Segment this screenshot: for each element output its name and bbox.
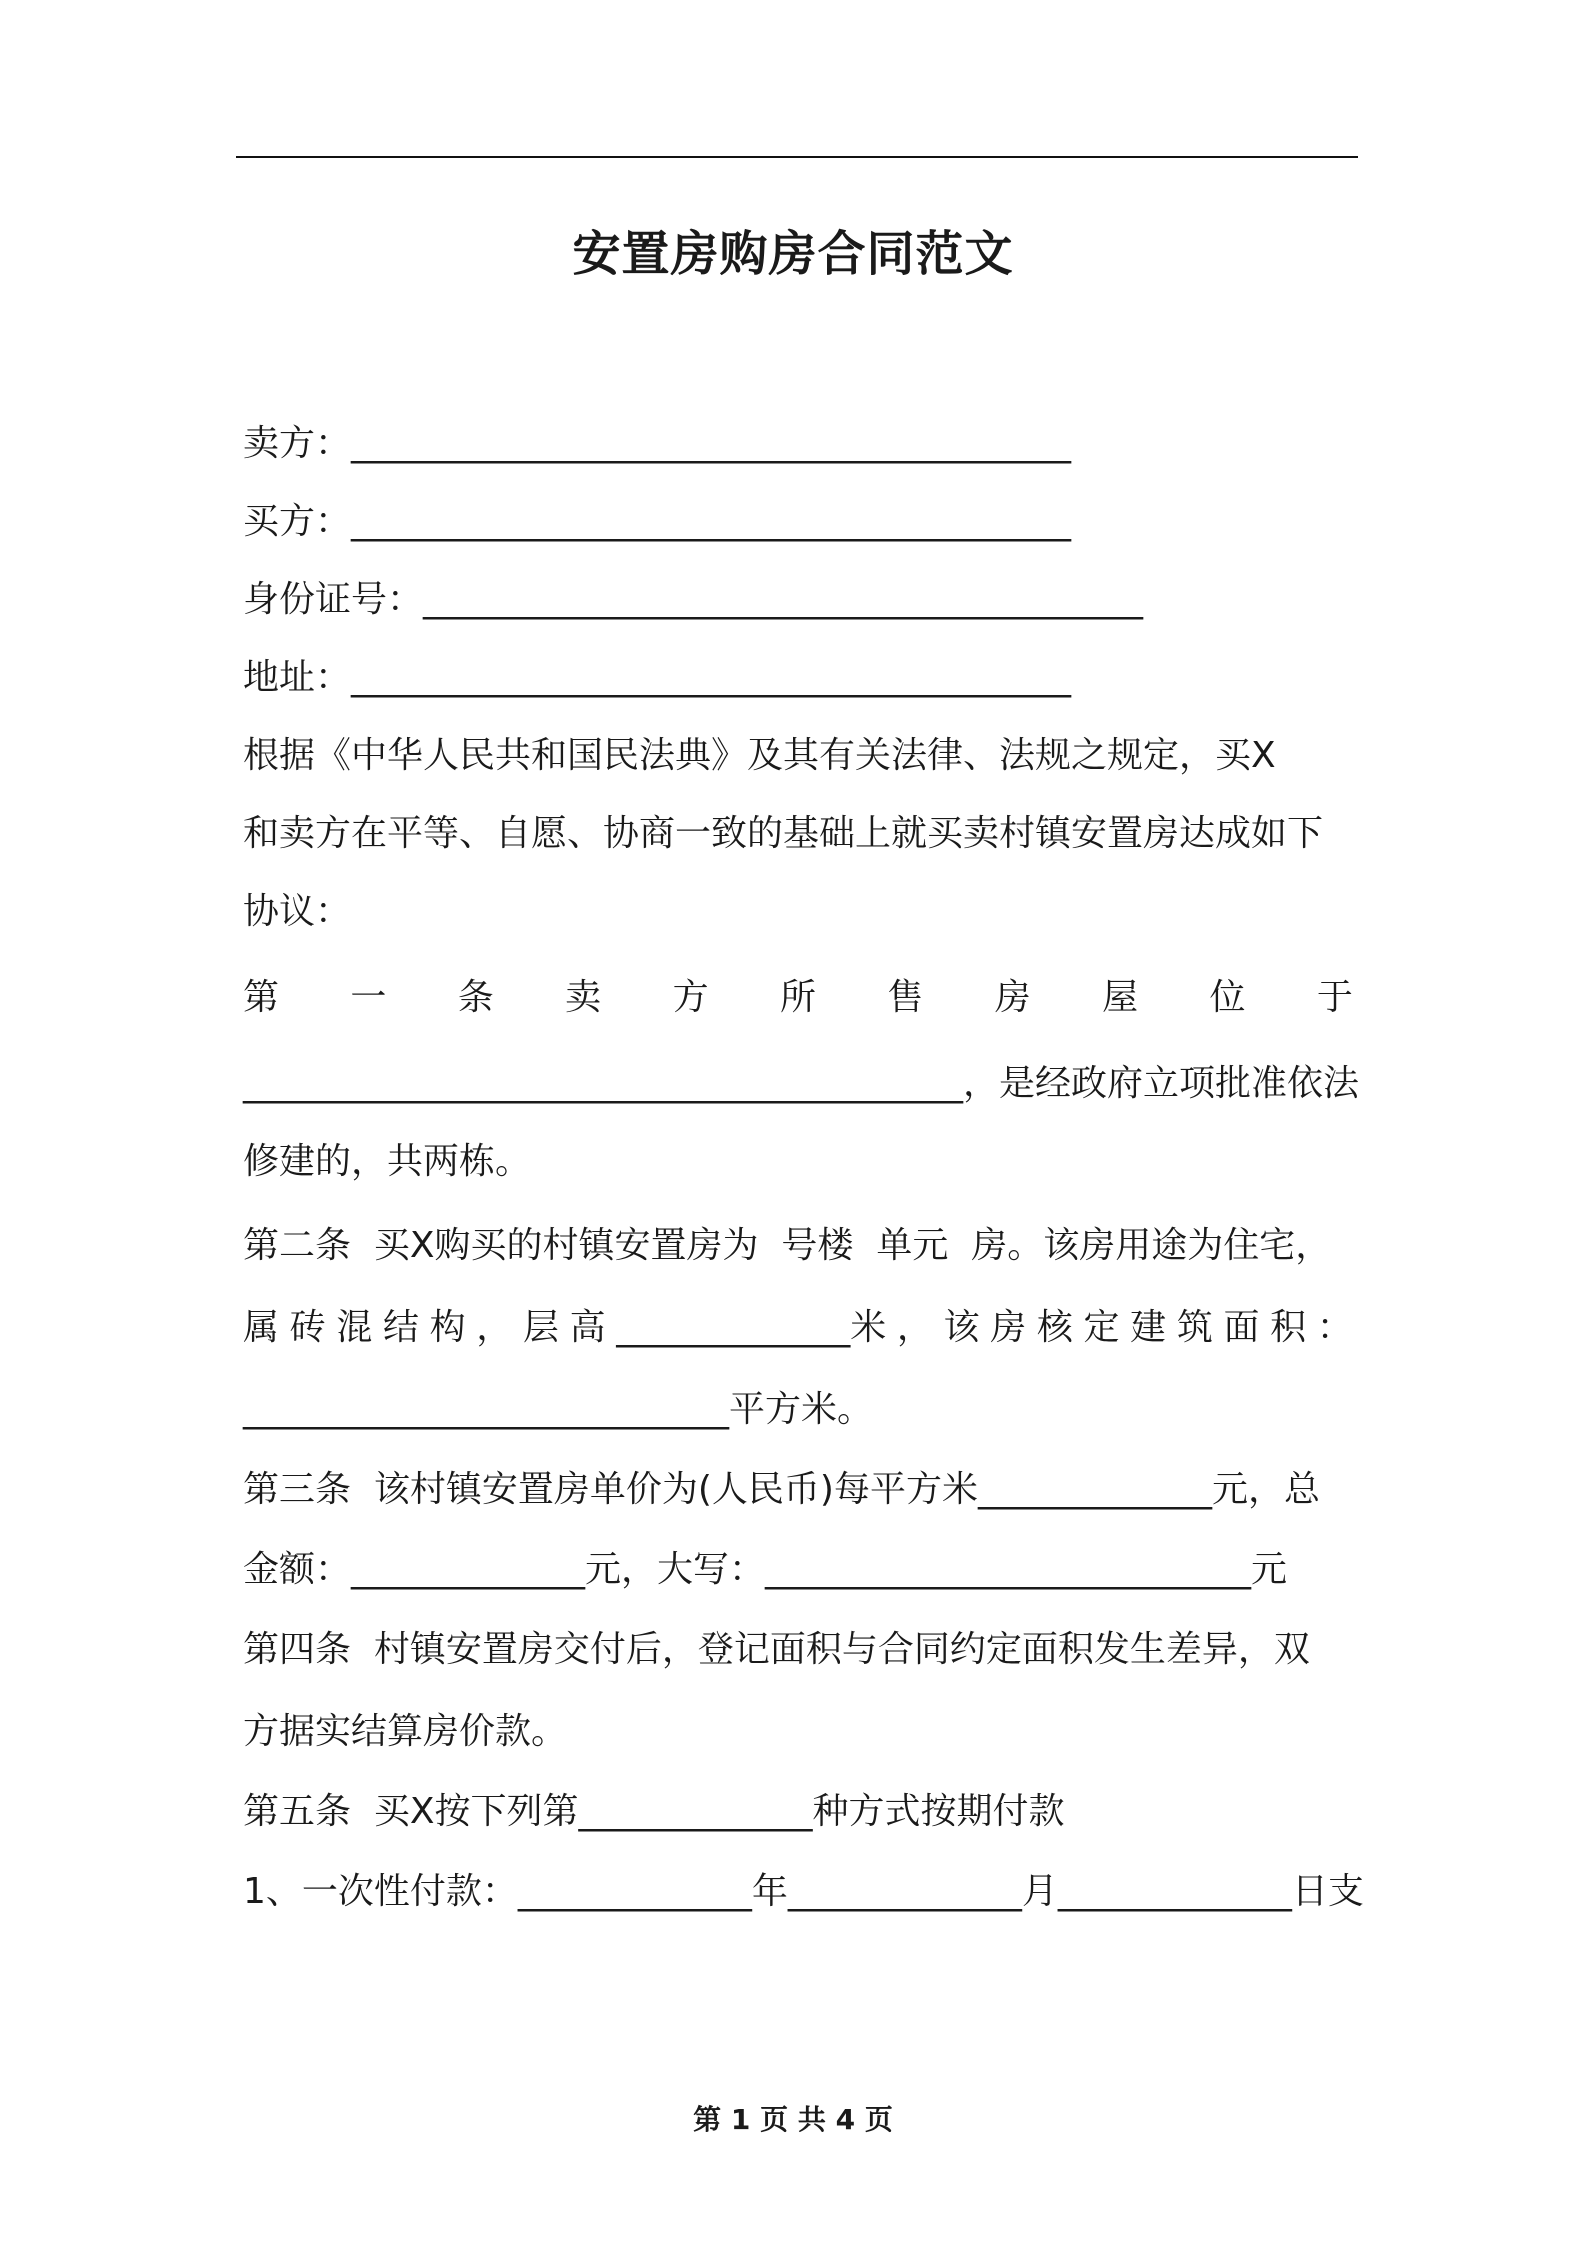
article-1-line-1-glyph: 方	[672, 977, 709, 1018]
article-1-line-1-glyph: 房	[994, 977, 1031, 1018]
article-1-line-1-glyph: 位	[1209, 977, 1246, 1018]
article-5-line-2: 1、一次性付款：_____________年_____________月_____________日支	[243, 1871, 1364, 1912]
article-2-line-2-glyph: 层	[522, 1307, 559, 1348]
article-2-line-2-glyph: 面	[1223, 1307, 1260, 1348]
seller-field: 卖方：________________________________________	[243, 423, 1072, 464]
article-1-line-1	[243, 976, 1353, 1020]
article-1-line-1-glyph: 卖	[565, 977, 602, 1018]
article-2-line-2-glyph: 筑	[1176, 1307, 1213, 1348]
intro-line-3: 协议：	[243, 891, 352, 932]
id-number-field: 身份证号：________________________________________	[243, 579, 1144, 620]
article-2-line-2-glyph: ，	[476, 1307, 513, 1348]
buyer-field: 买方：________________________________________	[243, 501, 1072, 542]
article-2-line-2-glyph: 构	[429, 1307, 466, 1348]
article-3-line-1: 第三条 该村镇安置房单价为(人民币)每平方米_____________元，总	[243, 1469, 1320, 1510]
article-4-line-1: 第四条 村镇安置房交付后，登记面积与合同约定面积发生差异，双	[243, 1629, 1310, 1670]
article-2-line-2-glyph: 混	[336, 1307, 373, 1348]
article-5-line-1: 第五条 买X按下列第_____________种方式按期付款	[243, 1791, 1065, 1832]
article-1-line-1-glyph: 于	[1316, 977, 1353, 1018]
article-3-line-2: 金额：_____________元，大写：___________________________元	[243, 1549, 1288, 1590]
article-2-line-1: 第二条 买X购买的村镇安置房为 号楼 单元 房。该房用途为住宅，	[243, 1225, 1332, 1266]
article-2-line-2-glyph: 定	[1083, 1307, 1120, 1348]
article-2-line-2-glyph: 结	[382, 1307, 419, 1348]
article-1-line-1-glyph: 所	[779, 977, 816, 1018]
article-1-line-1-glyph: 屋	[1102, 977, 1139, 1018]
article-4-line-2: 方据实结算房价款。	[243, 1711, 568, 1752]
article-1-line-1-glyph: 一	[350, 977, 387, 1018]
address-field: 地址：________________________________________	[243, 657, 1072, 698]
article-2-line-2-glyph: 积	[1270, 1307, 1307, 1348]
article-1-line-1-glyph: 第	[243, 977, 280, 1018]
article-2-line-3: ___________________________平方米。	[243, 1389, 874, 1430]
article-2-line-2-glyph: 核	[1036, 1307, 1073, 1348]
page-number-footer: 第 1 页 共 4 页	[693, 2103, 893, 2136]
header-rule	[236, 156, 1358, 158]
article-2-line-2-glyph: 高	[569, 1307, 606, 1348]
article-2-line-2-glyph: _____________米	[616, 1307, 887, 1348]
article-2-line-2-glyph: ，	[896, 1307, 933, 1348]
article-2-line-2-glyph: 砖	[289, 1307, 326, 1348]
article-2-line-2	[243, 1306, 1353, 1350]
article-2-line-2-glyph: 属	[243, 1307, 280, 1348]
article-1-line-3: 修建的，共两栋。	[243, 1141, 532, 1182]
document-title: 安置房购房合同范文	[572, 226, 1014, 282]
article-2-line-2-glyph: 房	[990, 1307, 1027, 1348]
article-2-line-2-glyph: 建	[1130, 1307, 1167, 1348]
article-1-line-1-glyph: 售	[887, 977, 924, 1018]
intro-line-2: 和卖方在平等、自愿、协商一致的基础上就买卖村镇安置房达成如下	[243, 813, 1324, 854]
intro-line-1: 根据《中华人民共和国民法典》及其有关法律、法规之规定，买X	[243, 735, 1276, 776]
article-2-line-2-glyph: 该	[943, 1307, 980, 1348]
article-1-line-1-glyph: 条	[457, 977, 494, 1018]
article-1-line-2: ________________________________________，是经政府立项批准依法	[243, 1063, 1360, 1104]
article-2-line-2-glyph: ：	[1316, 1307, 1353, 1348]
